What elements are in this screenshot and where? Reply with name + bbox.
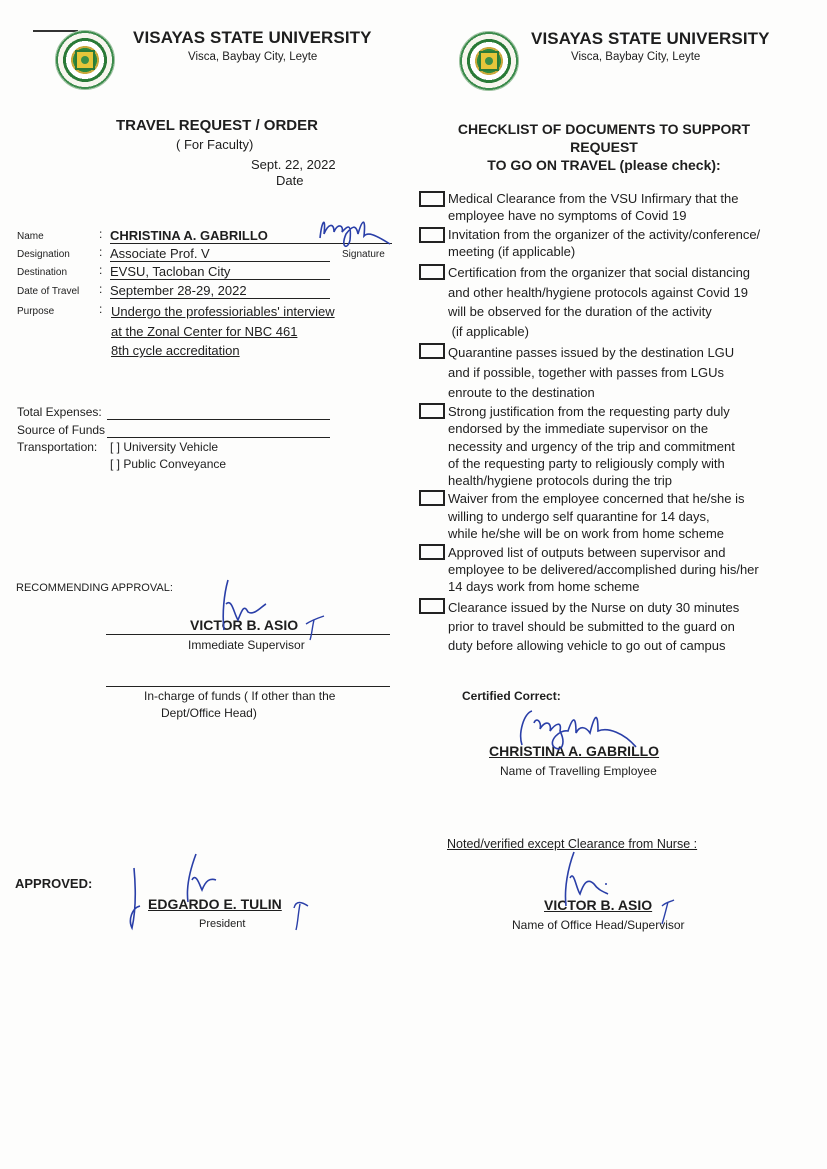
vsu-seal-logo-icon — [459, 31, 519, 91]
item-line: Invitation from the organizer of the activity/conference/ — [448, 227, 761, 242]
checklist-item-approved-outputs — [448, 544, 818, 595]
date-of-travel-field[interactable] — [110, 283, 330, 299]
transport-option-university-vehicle[interactable]: [ ] University Vehicle — [110, 440, 219, 454]
total-expenses-label: Total Expenses: — [17, 405, 102, 419]
travelling-employee-role: Name of Travelling Employee — [500, 764, 657, 778]
destination-field[interactable] — [110, 264, 330, 280]
form-title: TRAVEL REQUEST / ORDER — [116, 117, 318, 134]
item-line: (if applicable) — [448, 323, 529, 339]
item-line: necessity and urgency of the trip and commitment — [448, 438, 735, 454]
university-address: Visca, Baybay City, Leyte — [571, 51, 701, 63]
right-letterhead — [413, 0, 827, 100]
office-head-name: VICTOR B. ASIO — [544, 897, 653, 913]
travelling-employee-name: CHRISTINA A. GABRILLO — [489, 743, 660, 759]
checkbox-quarantine-passes[interactable] — [419, 343, 445, 359]
item-line: 14 days work from home scheme — [448, 579, 640, 594]
item-line: duty before allowing vehicle to go out of campus — [448, 638, 726, 653]
checklist-item-invitation — [448, 227, 818, 260]
certified-correct-label: Certified Correct: — [462, 689, 561, 703]
name-value: CHRISTINA A. GABRILLO — [110, 228, 268, 243]
destination-label: Destination — [17, 267, 68, 278]
form-subtitle: ( For Faculty) — [176, 137, 254, 152]
item-line: Medical Clearance from the VSU Infirmary that the — [448, 191, 739, 206]
item-line: employee to be delivered/accomplished during his/her — [448, 562, 759, 577]
checklist-item-strong-justification — [448, 403, 818, 489]
funds-incharge-label-2: Dept/Office Head) — [161, 706, 257, 720]
item-line: Certification from the organizer that social distancing — [448, 265, 751, 280]
approved-label: APPROVED: — [15, 876, 93, 891]
approver-name: EDGARDO E. TULIN — [148, 896, 282, 912]
signature-asio-noted — [558, 848, 678, 933]
separator: : — [99, 227, 103, 241]
transport-option-public-conveyance[interactable]: [ ] Public Conveyance — [110, 457, 227, 471]
checklist-item-nurse-clearance — [448, 598, 818, 655]
request-date-label: Date — [276, 173, 304, 188]
checkbox-medical-clearance[interactable] — [419, 191, 445, 207]
item-line: endorsed by the immediate supervisor on the — [448, 421, 709, 437]
checkbox-nurse-clearance[interactable] — [419, 598, 445, 614]
purpose-line: at the Zonal Center for NBC 461 — [111, 323, 298, 339]
approver-role: President — [199, 918, 246, 930]
noted-verified-label: Noted/verified except Clearance from Nurse : — [447, 837, 698, 851]
purpose-line: 8th cycle accreditation — [111, 343, 240, 358]
item-line: Strong justification from the requesting party duly — [448, 404, 730, 419]
item-line: of the requesting party to religiously comply with — [448, 455, 725, 471]
purpose-label: Purpose — [17, 306, 55, 317]
checkbox-waiver[interactable] — [419, 490, 445, 506]
checklist-title-line-1: CHECKLIST OF DOCUMENTS TO SUPPORT REQUEST — [457, 121, 751, 155]
item-line: willing to undergo self quarantine for 14 days, — [448, 508, 710, 524]
item-line: enroute to the destination — [448, 385, 595, 400]
date-of-travel-value: September 28-29, 2022 — [110, 283, 247, 298]
total-expenses-field[interactable] — [107, 419, 330, 420]
checklist-item-certification — [448, 263, 818, 341]
item-line: Quarantine passes issued by the destination LGU — [448, 345, 735, 360]
signature-asio-recommending — [214, 574, 324, 649]
designation-label: Designation — [17, 249, 70, 260]
item-line: health/hygiene protocols during the trip — [448, 473, 673, 489]
name-label: Name — [17, 231, 44, 242]
item-line: Clearance issued by the Nurse on duty 30 minutes — [448, 600, 740, 615]
university-name: VISAYAS STATE UNIVERSITY — [133, 28, 372, 47]
designation-field[interactable] — [110, 246, 330, 262]
checklist-item-quarantine-passes — [448, 343, 818, 403]
item-line: employee have no symptoms of Covid 19 — [448, 207, 687, 223]
item-line: and other health/hygiene protocols against Covid 19 — [448, 284, 748, 300]
signature-gabrillo-top — [312, 210, 402, 260]
item-line: Waiver from the employee concerned that he/she is — [448, 491, 745, 506]
university-name: VISAYAS STATE UNIVERSITY — [531, 29, 770, 48]
header-rule-mark — [33, 30, 78, 32]
separator: : — [99, 245, 103, 259]
purpose-field[interactable] — [111, 302, 335, 361]
funds-incharge-signature-line[interactable] — [106, 686, 390, 687]
funds-incharge-label: In-charge of funds ( If other than the — [144, 689, 336, 703]
item-line: and if possible, together with passes from LGUs — [448, 365, 725, 380]
checklist-item-medical-clearance — [448, 191, 818, 224]
university-address: Visca, Baybay City, Leyte — [188, 51, 318, 63]
separator: : — [99, 263, 103, 277]
purpose-line: Undergo the professioriables' interview — [111, 304, 335, 319]
checkbox-approved-outputs[interactable] — [419, 544, 445, 560]
checkbox-strong-justification[interactable] — [419, 403, 445, 419]
item-line: prior to travel should be submitted to the guard on — [448, 619, 735, 634]
item-line: Approved list of outputs between supervisor and — [448, 545, 726, 560]
recommending-signatory-role: Immediate Supervisor — [188, 638, 305, 652]
recommending-approval-label: RECOMMENDING APPROVAL: — [16, 582, 173, 594]
request-date: Sept. 22, 2022 — [251, 157, 336, 172]
signature-gabrillo-certified — [512, 703, 652, 768]
checkbox-invitation[interactable] — [419, 227, 445, 243]
separator: : — [99, 302, 103, 316]
destination-value: EVSU, Tacloban City — [110, 264, 231, 279]
item-line: while he/she will be on work from home scheme — [448, 526, 725, 541]
signature-tulin-approved — [122, 850, 322, 940]
date-of-travel-label: Date of Travel — [17, 286, 80, 297]
vsu-seal-logo-icon — [55, 30, 115, 90]
source-of-funds-field[interactable] — [107, 437, 330, 438]
source-of-funds-label: Source of Funds — [17, 423, 106, 437]
office-head-role: Name of Office Head/Supervisor — [512, 918, 685, 932]
checklist-title-line-2: TO GO ON TRAVEL (please check): — [487, 157, 721, 173]
checklist-title — [423, 120, 785, 174]
item-line: will be observed for the duration of the activity — [448, 304, 712, 319]
checklist-item-waiver — [448, 490, 818, 543]
signature-label: Signature — [342, 249, 385, 260]
checkbox-certification[interactable] — [419, 264, 445, 280]
designation-value: Associate Prof. V — [110, 246, 210, 261]
separator: : — [99, 282, 103, 296]
left-letterhead — [0, 0, 413, 100]
transportation-label: Transportation: — [17, 440, 98, 454]
item-line: meeting (if applicable) — [448, 243, 576, 259]
recommending-signatory-name: VICTOR B. ASIO — [190, 617, 299, 633]
